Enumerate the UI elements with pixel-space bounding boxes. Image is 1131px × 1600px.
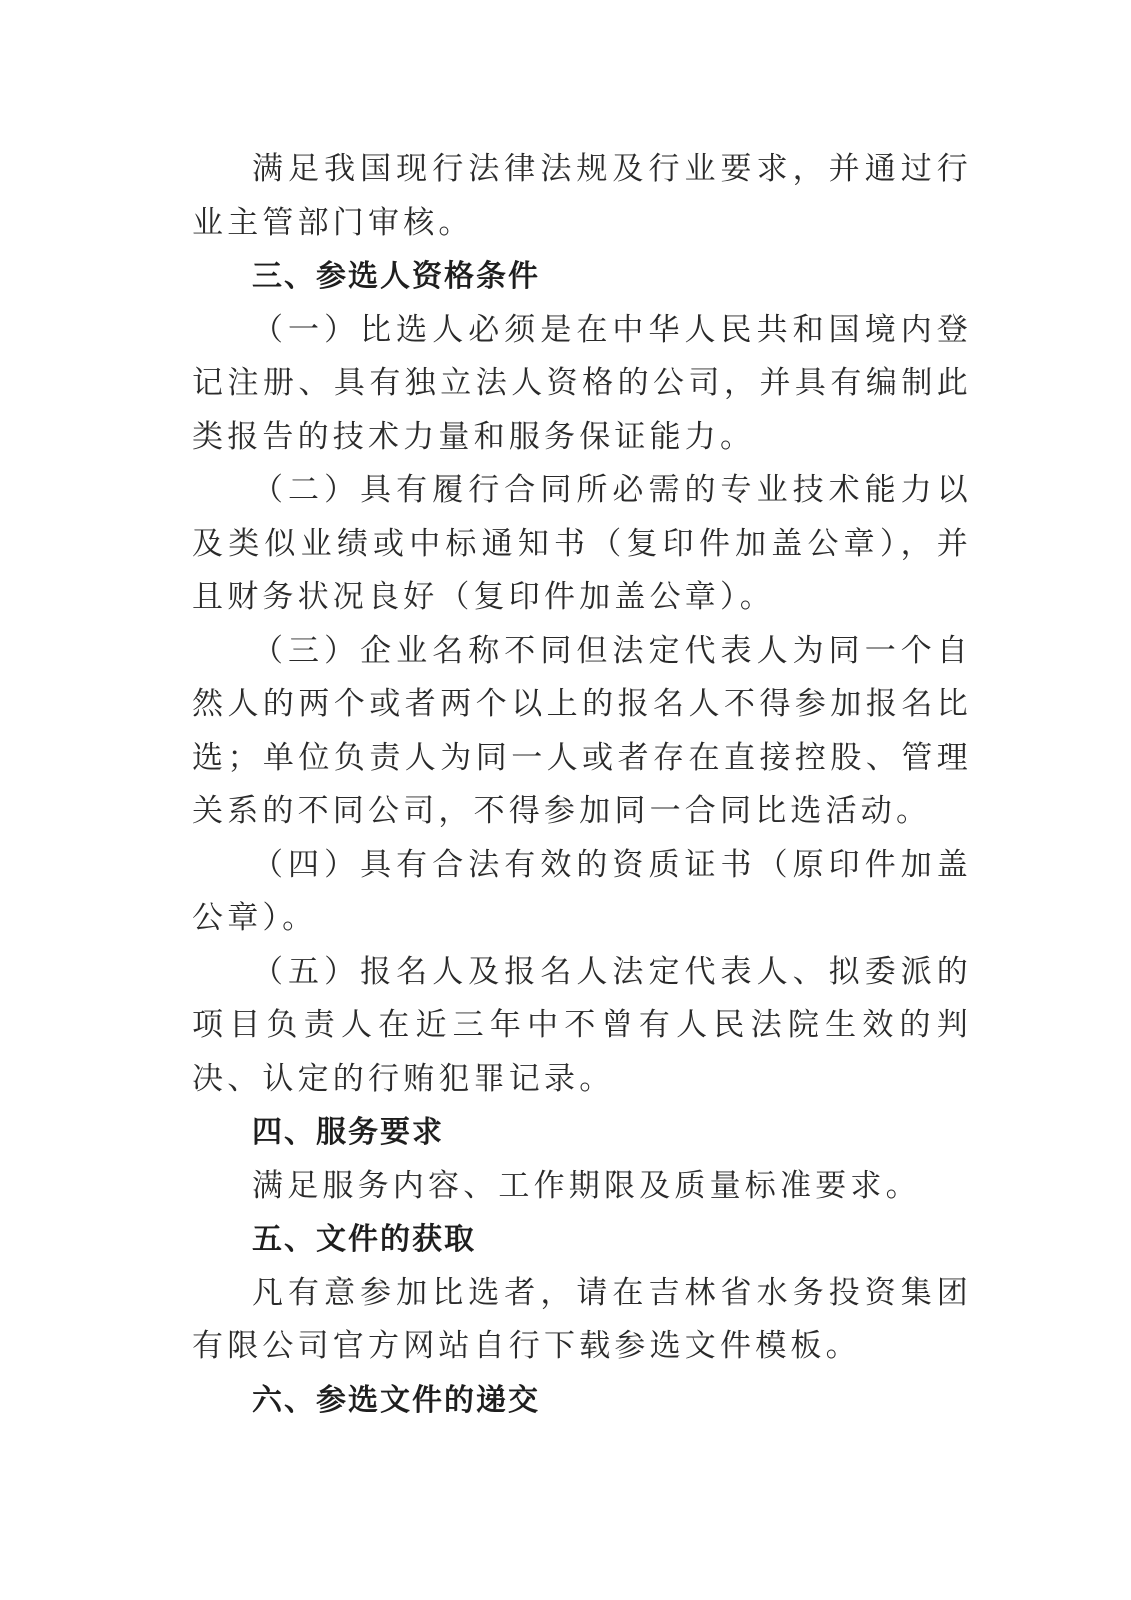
paragraph-qualification-4: （四）具有合法有效的资质证书（原印件加盖公章）。 [192, 846, 972, 936]
paragraph-document-acquisition: 凡有意参加比选者，请在吉林省水务投资集团有限公司官方网站自行下载参选文件模板。 [192, 1274, 972, 1364]
paragraph-qualification-5: （五）报名人及报名人法定代表人、拟委派的项目负责人在近三年中不曾有人民法院生效的判决、认定的行贿犯罪记录。 [192, 953, 972, 1097]
paragraph-qualification-3: （三）企业名称不同但法定代表人为同一个自然人的两个或者两个以上的报名人不得参加报名比选；单位负责人为同一人或者存在直接控股、管理关系的不同公司，不得参加同一合同比选活动。 [192, 632, 972, 829]
section-heading-document-acquisition: 五、文件的获取 [252, 1222, 476, 1257]
document-body [192, 143, 972, 1427]
paragraph-continuation: 满足我国现行法律法规及行业要求，并通过行业主管部门审核。 [192, 151, 972, 241]
section-heading-document-submission: 六、参选文件的递交 [252, 1382, 540, 1418]
paragraph-service-requirements: 满足服务内容、工作期限及质量标准要求。 [252, 1167, 921, 1204]
section-heading-qualifications: 三、参选人资格条件 [252, 259, 540, 294]
section-heading-service-requirements: 四、服务要求 [252, 1115, 444, 1150]
paragraph-qualification-2: （二）具有履行合同所必需的专业技术能力以及类似业绩或中标通知书（复印件加盖公章），并且财务状况良好（复印件加盖公章）。 [192, 472, 972, 615]
paragraph-qualification-1: （一）比选人必须是在中华人民共和国境内登记注册、具有独立法人资格的公司，并具有编制此类报告的技术力量和服务保证能力。 [192, 311, 972, 455]
